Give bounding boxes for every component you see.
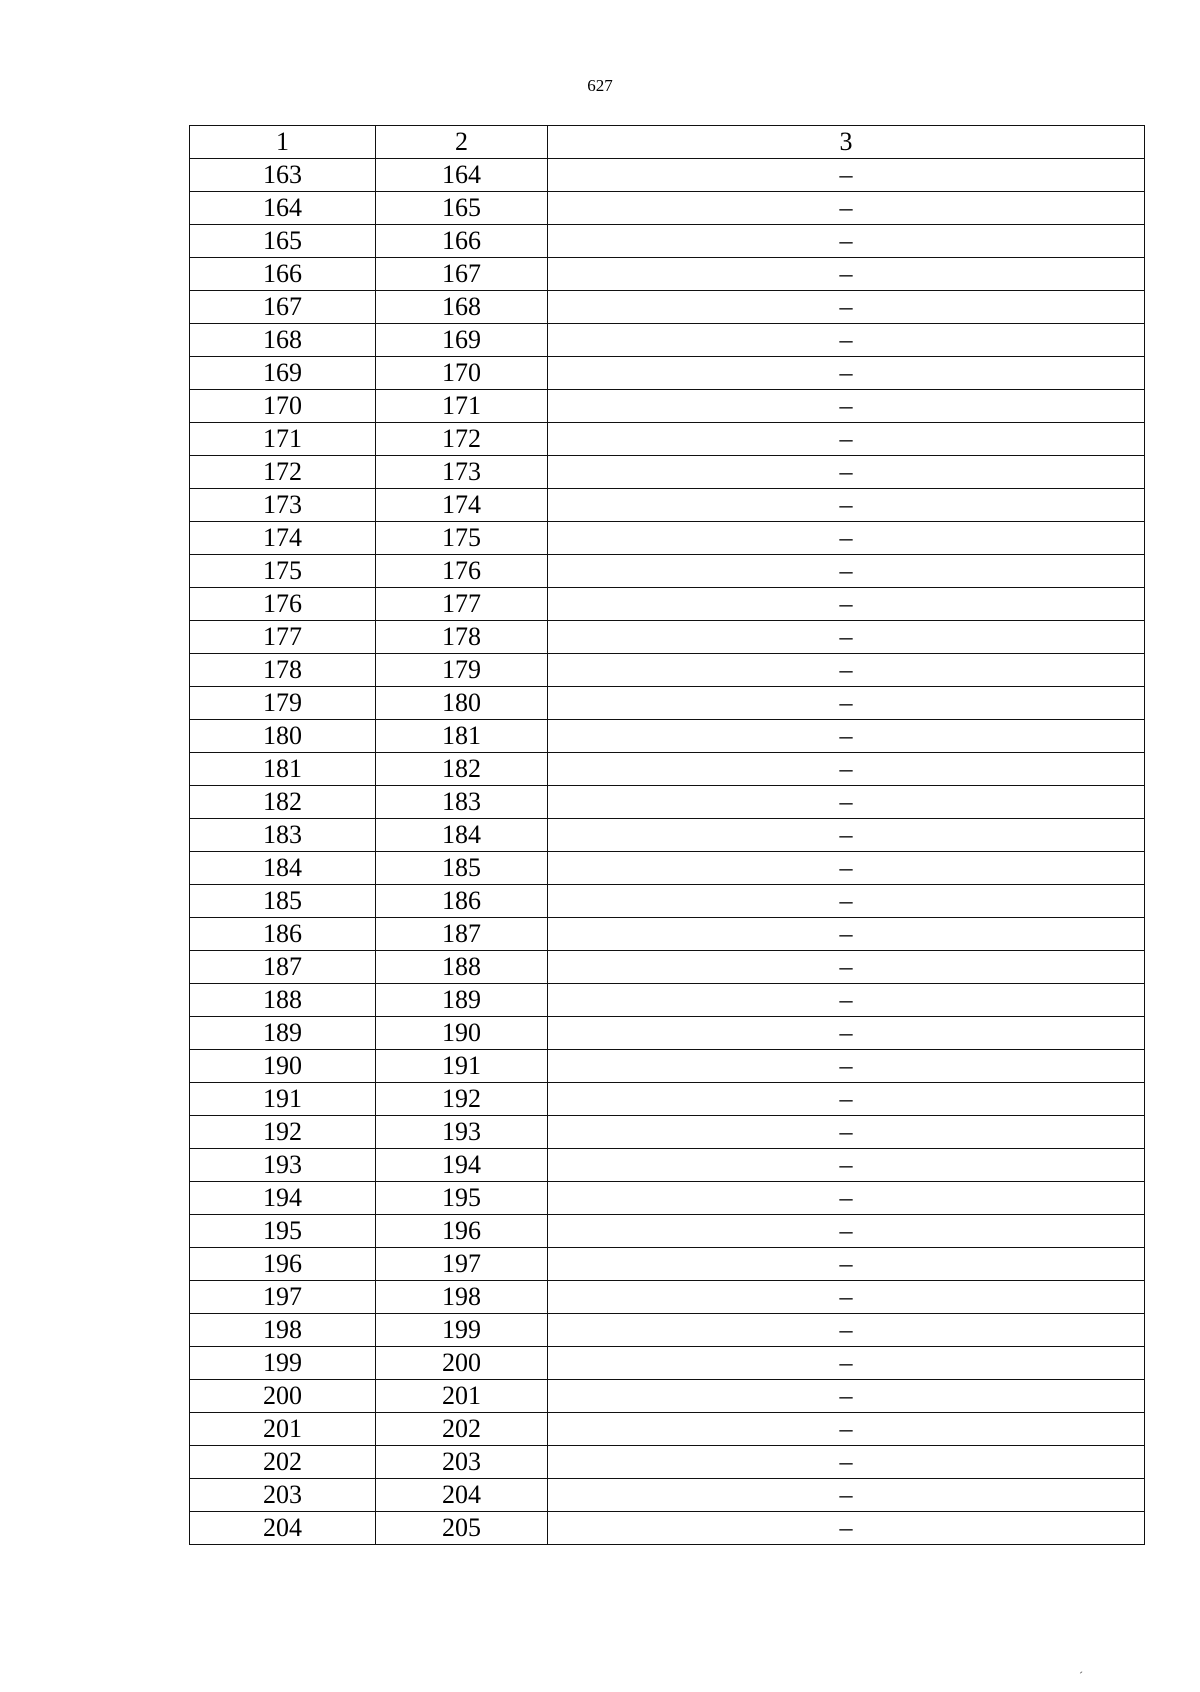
table-cell-col-3: – xyxy=(548,1050,1145,1083)
table-cell-col-3: – xyxy=(548,423,1145,456)
table-cell-col-3: – xyxy=(548,1512,1145,1545)
table-cell-col-1: 181 xyxy=(190,753,376,786)
table-cell-col-3: – xyxy=(548,1182,1145,1215)
table-cell-col-1: 198 xyxy=(190,1314,376,1347)
table-cell-col-2: 170 xyxy=(376,357,548,390)
table-cell-col-2: 181 xyxy=(376,720,548,753)
table-cell-col-2: 178 xyxy=(376,621,548,654)
table-cell-col-2: 202 xyxy=(376,1413,548,1446)
table-cell-col-2: 190 xyxy=(376,1017,548,1050)
table-cell-col-3: – xyxy=(548,357,1145,390)
table-cell-col-3: – xyxy=(548,984,1145,1017)
table-cell-col-3: – xyxy=(548,786,1145,819)
table-cell-col-2: 175 xyxy=(376,522,548,555)
table-row xyxy=(190,852,1145,885)
table-cell-col-1: 202 xyxy=(190,1446,376,1479)
table-cell-col-3: – xyxy=(548,1347,1145,1380)
table-cell-col-2: 182 xyxy=(376,753,548,786)
table-cell-col-3: – xyxy=(548,456,1145,489)
table-row xyxy=(190,555,1145,588)
table-cell-col-2: 174 xyxy=(376,489,548,522)
table-row xyxy=(190,1116,1145,1149)
table-cell-col-3: – xyxy=(548,225,1145,258)
table-cell-col-2: 171 xyxy=(376,390,548,423)
table-cell-col-2: 166 xyxy=(376,225,548,258)
table-row xyxy=(190,1182,1145,1215)
table-row xyxy=(190,489,1145,522)
table-row xyxy=(190,390,1145,423)
table-cell-col-1: 196 xyxy=(190,1248,376,1281)
table-row xyxy=(190,1314,1145,1347)
column-header-1: 1 xyxy=(190,126,376,159)
table-cell-col-2: 169 xyxy=(376,324,548,357)
table-cell-col-2: 203 xyxy=(376,1446,548,1479)
table-cell-col-2: 186 xyxy=(376,885,548,918)
table-cell-col-1: 193 xyxy=(190,1149,376,1182)
table-cell-col-1: 183 xyxy=(190,819,376,852)
table-cell-col-3: – xyxy=(548,291,1145,324)
table-cell-col-1: 165 xyxy=(190,225,376,258)
table-cell-col-1: 164 xyxy=(190,192,376,225)
table-row xyxy=(190,654,1145,687)
table-row xyxy=(190,357,1145,390)
table-cell-col-1: 166 xyxy=(190,258,376,291)
table-cell-col-2: 204 xyxy=(376,1479,548,1512)
table-cell-col-3: – xyxy=(548,1446,1145,1479)
table-body xyxy=(190,159,1145,1545)
table-cell-col-3: – xyxy=(548,654,1145,687)
table-cell-col-2: 185 xyxy=(376,852,548,885)
table-cell-col-1: 172 xyxy=(190,456,376,489)
table-cell-col-1: 194 xyxy=(190,1182,376,1215)
table-cell-col-1: 189 xyxy=(190,1017,376,1050)
table-row xyxy=(190,258,1145,291)
table-row xyxy=(190,1479,1145,1512)
table-cell-col-2: 192 xyxy=(376,1083,548,1116)
table-row xyxy=(190,588,1145,621)
table-cell-col-3: – xyxy=(548,1017,1145,1050)
table-cell-col-1: 199 xyxy=(190,1347,376,1380)
table-cell-col-2: 199 xyxy=(376,1314,548,1347)
table-cell-col-3: – xyxy=(548,1083,1145,1116)
table-cell-col-3: – xyxy=(548,1314,1145,1347)
table-cell-col-2: 176 xyxy=(376,555,548,588)
table-cell-col-2: 184 xyxy=(376,819,548,852)
column-header-2: 2 xyxy=(376,126,548,159)
table-cell-col-2: 197 xyxy=(376,1248,548,1281)
table-cell-col-1: 171 xyxy=(190,423,376,456)
table-cell-col-1: 182 xyxy=(190,786,376,819)
table-cell-col-3: – xyxy=(548,1281,1145,1314)
table-cell-col-1: 180 xyxy=(190,720,376,753)
table-cell-col-2: 205 xyxy=(376,1512,548,1545)
table-row xyxy=(190,159,1145,192)
table-cell-col-3: – xyxy=(548,324,1145,357)
table-cell-col-3: – xyxy=(548,588,1145,621)
table-cell-col-3: – xyxy=(548,159,1145,192)
table-cell-col-3: – xyxy=(548,1149,1145,1182)
page-number: 627 xyxy=(587,76,613,95)
table-cell-col-2: 165 xyxy=(376,192,548,225)
table-cell-col-1: 191 xyxy=(190,1083,376,1116)
table-cell-col-1: 190 xyxy=(190,1050,376,1083)
table-cell-col-1: 170 xyxy=(190,390,376,423)
table-cell-col-1: 169 xyxy=(190,357,376,390)
table-row xyxy=(190,885,1145,918)
table-cell-col-1: 204 xyxy=(190,1512,376,1545)
table-cell-col-3: – xyxy=(548,192,1145,225)
table-row xyxy=(190,1347,1145,1380)
table-cell-col-2: 191 xyxy=(376,1050,548,1083)
table-row xyxy=(190,1050,1145,1083)
table-cell-col-3: – xyxy=(548,621,1145,654)
table-cell-col-3: – xyxy=(548,555,1145,588)
table-row xyxy=(190,456,1145,489)
table-cell-col-2: 172 xyxy=(376,423,548,456)
table-row xyxy=(190,819,1145,852)
table-cell-col-2: 189 xyxy=(376,984,548,1017)
table-row xyxy=(190,1149,1145,1182)
table-cell-col-1: 163 xyxy=(190,159,376,192)
table-cell-col-3: – xyxy=(548,522,1145,555)
table-cell-col-2: 196 xyxy=(376,1215,548,1248)
table-cell-col-2: 187 xyxy=(376,918,548,951)
table-cell-col-1: 192 xyxy=(190,1116,376,1149)
table-cell-col-2: 164 xyxy=(376,159,548,192)
table-row xyxy=(190,291,1145,324)
table-cell-col-2: 177 xyxy=(376,588,548,621)
table-cell-col-3: – xyxy=(548,819,1145,852)
table-cell-col-2: 194 xyxy=(376,1149,548,1182)
table-cell-col-3: – xyxy=(548,885,1145,918)
table-cell-col-3: – xyxy=(548,951,1145,984)
table-cell-col-3: – xyxy=(548,1413,1145,1446)
table-cell-col-2: 173 xyxy=(376,456,548,489)
table-cell-col-1: 177 xyxy=(190,621,376,654)
table-row xyxy=(190,423,1145,456)
table-cell-col-3: – xyxy=(548,1380,1145,1413)
data-table xyxy=(189,125,1145,1545)
table-row xyxy=(190,225,1145,258)
table-row xyxy=(190,984,1145,1017)
table-cell-col-2: 188 xyxy=(376,951,548,984)
table-cell-col-1: 201 xyxy=(190,1413,376,1446)
table-row xyxy=(190,1017,1145,1050)
table-row xyxy=(190,1380,1145,1413)
table-cell-col-3: – xyxy=(548,753,1145,786)
table-cell-col-3: – xyxy=(548,1215,1145,1248)
table-cell-col-1: 173 xyxy=(190,489,376,522)
table-row xyxy=(190,1281,1145,1314)
table-row xyxy=(190,753,1145,786)
table-cell-col-2: 167 xyxy=(376,258,548,291)
table-cell-col-1: 188 xyxy=(190,984,376,1017)
table-cell-col-1: 185 xyxy=(190,885,376,918)
table-cell-col-3: – xyxy=(548,390,1145,423)
table-cell-col-3: – xyxy=(548,1116,1145,1149)
table-row xyxy=(190,918,1145,951)
table-cell-col-1: 178 xyxy=(190,654,376,687)
table-row xyxy=(190,1083,1145,1116)
table-row xyxy=(190,786,1145,819)
table-cell-col-2: 195 xyxy=(376,1182,548,1215)
table-header-row xyxy=(190,126,1145,159)
table-cell-col-3: – xyxy=(548,687,1145,720)
table-cell-col-2: 201 xyxy=(376,1380,548,1413)
table-cell-col-1: 179 xyxy=(190,687,376,720)
table-cell-col-1: 175 xyxy=(190,555,376,588)
table-cell-col-3: – xyxy=(548,852,1145,885)
table-cell-col-2: 180 xyxy=(376,687,548,720)
table-cell-col-3: – xyxy=(548,489,1145,522)
table-cell-col-1: 197 xyxy=(190,1281,376,1314)
table-cell-col-2: 200 xyxy=(376,1347,548,1380)
table-row xyxy=(190,1413,1145,1446)
table-row xyxy=(190,324,1145,357)
table-cell-col-1: 195 xyxy=(190,1215,376,1248)
table-cell-col-3: – xyxy=(548,918,1145,951)
table-row xyxy=(190,621,1145,654)
table-row xyxy=(190,1215,1145,1248)
table-row xyxy=(190,720,1145,753)
scan-mark: ˊ xyxy=(1079,1669,1083,1683)
table-cell-col-1: 176 xyxy=(190,588,376,621)
table-row xyxy=(190,1512,1145,1545)
table-row xyxy=(190,951,1145,984)
table-cell-col-1: 187 xyxy=(190,951,376,984)
table-row xyxy=(190,522,1145,555)
table-cell-col-2: 198 xyxy=(376,1281,548,1314)
table-row xyxy=(190,1446,1145,1479)
table-cell-col-1: 184 xyxy=(190,852,376,885)
table-cell-col-1: 200 xyxy=(190,1380,376,1413)
table-cell-col-1: 167 xyxy=(190,291,376,324)
table-cell-col-1: 168 xyxy=(190,324,376,357)
table-cell-col-1: 174 xyxy=(190,522,376,555)
table-cell-col-3: – xyxy=(548,258,1145,291)
table-cell-col-2: 179 xyxy=(376,654,548,687)
table-row xyxy=(190,1248,1145,1281)
table-cell-col-3: – xyxy=(548,720,1145,753)
table-cell-col-1: 203 xyxy=(190,1479,376,1512)
column-header-3: 3 xyxy=(548,126,1145,159)
table-row xyxy=(190,192,1145,225)
table-cell-col-3: – xyxy=(548,1248,1145,1281)
table-cell-col-2: 168 xyxy=(376,291,548,324)
table-cell-col-1: 186 xyxy=(190,918,376,951)
table-cell-col-3: – xyxy=(548,1479,1145,1512)
table-cell-col-2: 193 xyxy=(376,1116,548,1149)
table-row xyxy=(190,687,1145,720)
table-cell-col-2: 183 xyxy=(376,786,548,819)
